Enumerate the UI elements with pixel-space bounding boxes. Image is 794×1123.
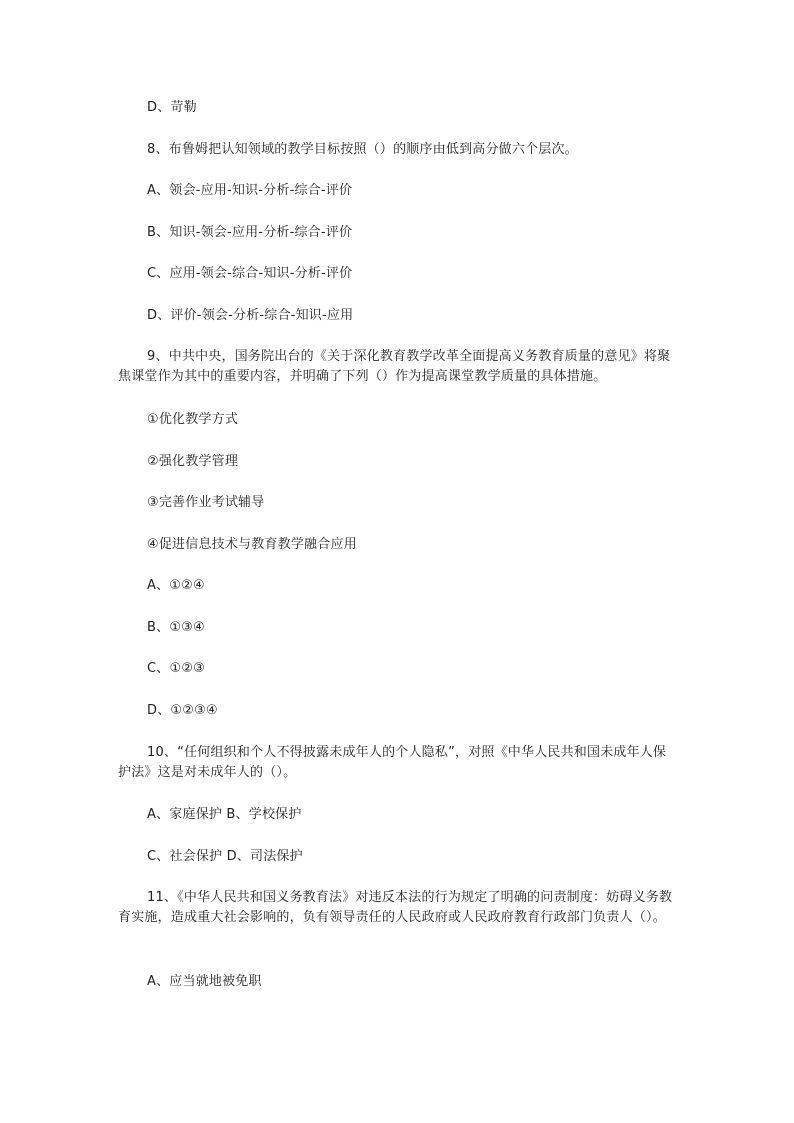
options-cd-q10: C、社会保护 D、司法保护	[147, 849, 303, 864]
question-10: 10、“任何组织和个人不得披露未成年人的个人隐私”，对照《中华人民共和国未成年人保护法》这是对未成年人的（）。	[118, 745, 667, 780]
option-d-q8: D、评价-领会-分析-综合-知识-应用	[147, 308, 354, 323]
option-a-q8: A、领会-应用-知识-分析-综合-评价	[147, 183, 353, 198]
option-d-q9: D、①②③④	[147, 703, 218, 718]
option-a-q9: A、①②④	[147, 578, 205, 593]
option-c-q9: C、①②③	[147, 661, 206, 676]
measure-4: ④促进信息技术与教育教学融合应用	[147, 537, 357, 552]
option-d-q7: D、苛勒	[147, 100, 197, 115]
question-11: 11、《中华人民共和国义务教育法》对违反本法的行为规定了明确的问责制度：妨碍义务教育实施，造成重大社会影响的，负有领导责任的人民政府或人民政府教育行政部门负责人（）。	[118, 890, 673, 925]
measure-2: ②强化教学管理	[147, 454, 239, 469]
option-b-q8: B、知识-领会-应用-分析-综合-评价	[147, 225, 353, 240]
question-9: 9、中共中央，国务院出台的《关于深化教育教学改革全面提高义务教育质量的意见》将聚焦课堂作为其中的重要内容，并明确了下列（）作为提高课堂教学质量的具体措施。	[118, 349, 671, 384]
option-b-q9: B、①③④	[147, 620, 205, 635]
option-a-q11: A、应当就地被免职	[147, 974, 262, 989]
measure-3: ③完善作业考试辅导	[147, 495, 265, 510]
question-8: 8、布鲁姆把认知领域的教学目标按照（）的顺序由低到高分做六个层次。	[147, 142, 578, 157]
option-c-q8: C、应用-领会-综合-知识-分析-评价	[147, 266, 353, 281]
measure-1: ①优化教学方式	[147, 412, 239, 427]
options-ab-q10: A、家庭保护 B、学校保护	[147, 807, 302, 822]
